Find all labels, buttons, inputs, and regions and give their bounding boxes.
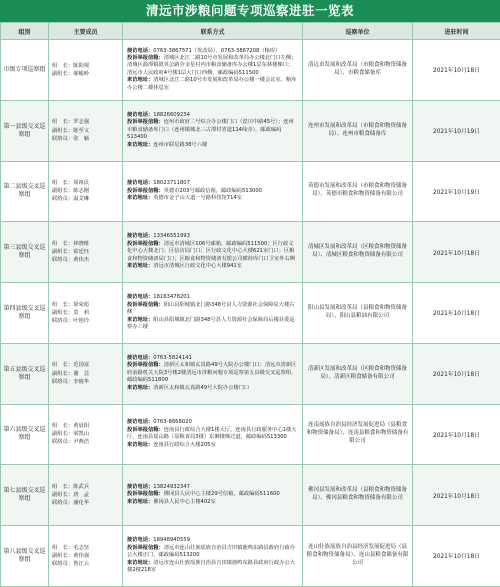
phone-line <box>127 537 298 544</box>
phone-value: 13346551993 <box>153 233 190 239</box>
letter-line <box>127 362 298 384</box>
visit-line <box>127 195 298 202</box>
time-cell: 2021年10月18日 <box>413 283 500 344</box>
table-row <box>1 465 500 526</box>
table-row <box>1 283 500 344</box>
header-group: 组别 <box>1 23 49 40</box>
visit-line <box>127 499 298 506</box>
member-line: 联络员：黄伟杰 <box>52 256 119 264</box>
header-members: 主要成员 <box>49 23 123 40</box>
visit-line <box>127 77 298 92</box>
phone-value: 0763-8668020 <box>153 419 192 425</box>
visit-label: 来访地址： <box>127 560 153 566</box>
member-line: 副组长：梁凯山 <box>52 430 119 438</box>
visit-value: 清新区太和镇玄真路49号大院办公楼门口 <box>153 385 249 391</box>
visit-label: 来访地址： <box>127 385 153 391</box>
contact-cell <box>123 465 303 526</box>
member-line: 组 长：范国富 <box>52 361 119 369</box>
phone-label: 接访电话： <box>127 48 153 54</box>
header-contact: 联系方式 <box>123 23 303 40</box>
member-line: 副组长：霍廷钰 <box>52 248 119 256</box>
unit-cell: 佛冈县发展和改革局（县粮食和物资储备局）、佛冈县粮食和物资储备有限公司 <box>303 465 413 526</box>
letter-line <box>127 302 298 317</box>
table-header-row <box>1 23 500 40</box>
member-line: 组 长：周祖民 <box>52 179 119 187</box>
visit-line <box>127 142 298 149</box>
group-name: 第四县级交叉巡察组 <box>1 283 49 344</box>
member-line: 副组长：谢 芸 <box>52 370 119 378</box>
unit-cell: 英德市发展和改革局（市粮食和物资储备局）、英德市粮食和物资储备有限公司 <box>303 161 413 222</box>
table-row <box>1 404 500 465</box>
phone-value: 18023711807 <box>153 180 190 186</box>
unit-cell: 清远市发展和改革局（市粮食和物资储备局）、市粮食储备库 <box>303 40 413 101</box>
contact-cell <box>123 161 303 222</box>
letter-value: 连州市政府二号综合办公楼门口（湟川中路45号）；连州市粮食储备库门口（连州镇城北三古潭村省道114线旁），邮政编码513400 <box>127 119 294 140</box>
phone-label: 接访电话： <box>127 112 153 118</box>
visit-value: 连南县行政综合大楼205室 <box>153 442 216 448</box>
group-name: 市级专项巡察组 <box>1 40 49 101</box>
contact-cell <box>123 404 303 465</box>
table-row <box>1 222 500 283</box>
visit-line <box>127 263 298 270</box>
header-time: 进驻时间 <box>413 23 500 40</box>
phone-value: 0763-5824141 <box>153 355 192 361</box>
member-line: 副组长：唐 孟 <box>52 491 119 499</box>
letter-label: 投诉举报信箱： <box>127 188 164 194</box>
group-name: 第八县级交叉巡察组 <box>1 526 49 587</box>
unit-cell: 连州市发展和改革局（市粮食和物资储备局）、连州市粮食储备库 <box>303 100 413 161</box>
letter-line <box>127 241 298 263</box>
phone-line <box>127 48 298 55</box>
phone-label: 接访电话： <box>127 355 153 361</box>
time-cell: 2021年10月18日 <box>413 40 500 101</box>
letter-label: 投诉举报信箱： <box>127 302 164 308</box>
member-line: 联络员：尹燕浩 <box>52 438 119 446</box>
member-line: 副组长：郝峻岭 <box>52 70 119 78</box>
visit-value: 阳山县阳城镇北门路348号县人力资源社会保障局后楼县委巡察办三楼 <box>127 317 295 330</box>
members-cell <box>49 283 123 344</box>
member-line: 联络员：张 颖 <box>52 135 119 143</box>
letter-label: 投诉举报信箱： <box>127 545 164 551</box>
group-name: 第三县级交叉巡察组 <box>1 222 49 283</box>
contact-cell <box>123 526 303 587</box>
visit-label: 来访地址： <box>127 263 153 269</box>
table-row <box>1 161 500 222</box>
letter-line <box>127 545 298 560</box>
member-line: 联络员：叶艳玲 <box>52 317 119 325</box>
group-name: 第一县级交叉巡察组 <box>1 100 49 161</box>
unit-cell: 清城区发展和改革局（区粮食和物资储备局）、清城区粮食和物资储备有限公司 <box>303 222 413 283</box>
letter-label: 投诉举报信箱： <box>127 119 164 125</box>
group-name: 第七县级交叉巡察组 <box>1 465 49 526</box>
visit-line <box>127 442 298 449</box>
letter-value: 清新区太和镇玄真路49号大院办公楼门口；清远市清新区府前路机关大院3号楼2楼清远市涉粮问题专项巡察第五县级交叉巡察组，邮政编码511800 <box>127 362 296 383</box>
member-line: 组 长：罗志强 <box>52 118 119 126</box>
member-line: 组 长：陈阳观 <box>52 62 119 70</box>
member-line: 组 长：徐荣彪 <box>52 301 119 309</box>
members-cell <box>49 465 123 526</box>
phone-label: 接访电话： <box>127 484 153 490</box>
contact-cell <box>123 40 303 101</box>
visit-label: 来访地址： <box>127 77 153 83</box>
letter-value: 连南县行政综合大楼1楼大厅，连南县行政服务中心1楼大厅，连南县瑶山路（原粮食局3楼）东侧楼梯过道，邮政编码513300 <box>127 427 296 440</box>
phone-value: 0763-3867571（发改局）、0763-3867208（粮库） <box>153 48 280 54</box>
phone-label: 接访电话： <box>127 180 153 186</box>
phone-value: 18948940559 <box>153 537 190 543</box>
member-line: 副组长：陈志刚 <box>52 187 119 195</box>
phone-line <box>127 233 298 240</box>
members-cell <box>49 100 123 161</box>
visit-value: 清远市连山壮族瑶族自治县吉田镇鹿鸣东路县政府行政办公大楼2楼218室 <box>127 560 295 573</box>
letter-line <box>127 491 298 498</box>
letter-label: 投诉举报信箱： <box>127 427 164 433</box>
visit-label: 来访地址： <box>127 317 153 323</box>
member-line: 副组长：莫 莉 <box>52 309 119 317</box>
phone-label: 接访电话： <box>127 419 153 425</box>
member-line: 组 长：黄晨阳 <box>52 422 119 430</box>
group-name: 第二县级交叉巡察组 <box>1 161 49 222</box>
member-line: 副组长：黄伟强 <box>52 552 119 560</box>
time-cell: 2021年10月18日 <box>413 465 500 526</box>
group-name: 第六县级交叉巡察组 <box>1 404 49 465</box>
members-cell <box>49 222 123 283</box>
letter-label: 投诉举报信箱： <box>127 55 164 61</box>
member-line: 组 长：林晓维 <box>52 240 119 248</box>
phone-line <box>127 180 298 187</box>
phone-value: 13824932347 <box>153 484 190 490</box>
members-cell <box>49 40 123 101</box>
inspection-table <box>0 22 500 587</box>
contact-cell <box>123 222 303 283</box>
phone-label: 接访电话： <box>127 233 153 239</box>
letter-label: 投诉举报信箱： <box>127 491 164 497</box>
visit-label: 来访地址： <box>127 195 153 201</box>
members-cell <box>49 526 123 587</box>
contact-cell <box>123 283 303 344</box>
member-line: 副组长：陈至文 <box>52 127 119 135</box>
letter-value: 佛冈县人民中心主楼29号信箱，邮政编码511600 <box>164 491 280 497</box>
time-cell: 2021年10月18日 <box>413 343 500 404</box>
time-cell: 2021年10月18日 <box>413 222 500 283</box>
contact-cell <box>123 343 303 404</box>
letter-label: 投诉举报信箱： <box>127 362 164 368</box>
phone-value: 18163478201 <box>153 294 190 300</box>
visit-value: 英德市金子山大道一号路科技馆714室 <box>153 195 242 201</box>
visit-line <box>127 385 298 392</box>
group-name: 第五县级交叉巡察组 <box>1 343 49 404</box>
phone-value: 18826609234 <box>153 112 190 118</box>
member-line: 联络员：温艾琳 <box>52 195 119 203</box>
phone-line <box>127 419 298 426</box>
contact-cell <box>123 100 303 161</box>
letter-value: 清城区北江二路10号市发展和改革局办公楼北门口左侧；清城区源潭镇银英公路旁金星村内市粮食储备库办公楼1层东林楼梯口；清远市人民政府4号楼1层大门口西侧，邮政编码511500 <box>127 55 296 76</box>
unit-cell: 清新区发展和改革局（区粮食和物资储备局）、清新区粮食储备有限公司 <box>303 343 413 404</box>
letter-line <box>127 188 298 195</box>
visit-line <box>127 317 298 332</box>
time-cell: 2021年10月18日 <box>413 404 500 465</box>
header-unit: 巡察单位 <box>303 23 413 40</box>
phone-label: 接访电话： <box>127 294 153 300</box>
unit-cell: 连南瑶族自治县经济发展促进局（县粮食和物资储备局）、连南县粮食和物资储备有限公司 <box>303 404 413 465</box>
time-cell: 2021年10月19日 <box>413 100 500 161</box>
letter-line <box>127 55 298 77</box>
phone-label: 接访电话： <box>127 537 153 543</box>
member-line: 联络员：李俊华 <box>52 378 119 386</box>
visit-line <box>127 560 298 575</box>
page-title: 清远市涉粮问题专项巡察进驻一览表 <box>0 0 500 22</box>
visit-value: 清城区北江二路10号市发展和改革局办公楼一楼会议室、粮库办公楼二楼休息室 <box>127 77 296 90</box>
letter-value: 英德市203号邮政信箱，邮政编码513000 <box>164 188 262 194</box>
table-row <box>1 40 500 101</box>
table-row <box>1 343 500 404</box>
letter-label: 投诉举报信箱： <box>127 241 164 247</box>
visit-value: 清远市清城区行政文化中心大楼941室 <box>153 263 242 269</box>
visit-label: 来访地址： <box>127 499 153 505</box>
unit-cell: 连山壮族瑶族自治县经济发展促进局（县粮食和物资储备局）、连山县粮食储备有限公司 <box>303 526 413 587</box>
members-cell <box>49 343 123 404</box>
unit-cell: 阳山县发展和改革局（县粮食和物资储备局）、阳山县粮油有限公司 <box>303 283 413 344</box>
time-cell: 2021年10月18日 <box>413 526 500 587</box>
member-line: 联络员：潘化华 <box>52 499 119 507</box>
letter-value: 清远市清城区106号邮箱，邮政编码511500；区行政文化中心大楼北门；区信访局门口；区行政文化中心大楼621室门口；区粮食和物资储备局门口；区粮食和物资储备有限公司横荷库门口卫室外右侧 <box>127 241 295 262</box>
visit-value: 连州市联星路38号六楼 <box>153 142 207 148</box>
time-cell: 2021年10月19日 <box>413 161 500 222</box>
member-line: 组 长：毛志坚 <box>52 544 119 552</box>
letter-value: 清远市连山壮族瑶族自治县吉田镇鹿鸣东路县政府行政办公大楼正门，邮政编码513200 <box>127 545 295 558</box>
member-line: 组 长：陈武兵 <box>52 483 119 491</box>
members-cell <box>49 404 123 465</box>
visit-value: 佛冈县人民中心主楼402室 <box>153 499 216 505</box>
letter-value: 阳山县阳城镇北门路348号县人力资源社会保障局大楼右侧 <box>127 302 295 315</box>
phone-line <box>127 294 298 301</box>
member-line: 联络员：鲁江云 <box>52 560 119 568</box>
members-cell <box>49 161 123 222</box>
visit-label: 来访地址： <box>127 142 153 148</box>
letter-line <box>127 427 298 442</box>
letter-line <box>127 119 298 141</box>
table-row <box>1 100 500 161</box>
table-row <box>1 526 500 587</box>
visit-label: 来访地址： <box>127 442 153 448</box>
